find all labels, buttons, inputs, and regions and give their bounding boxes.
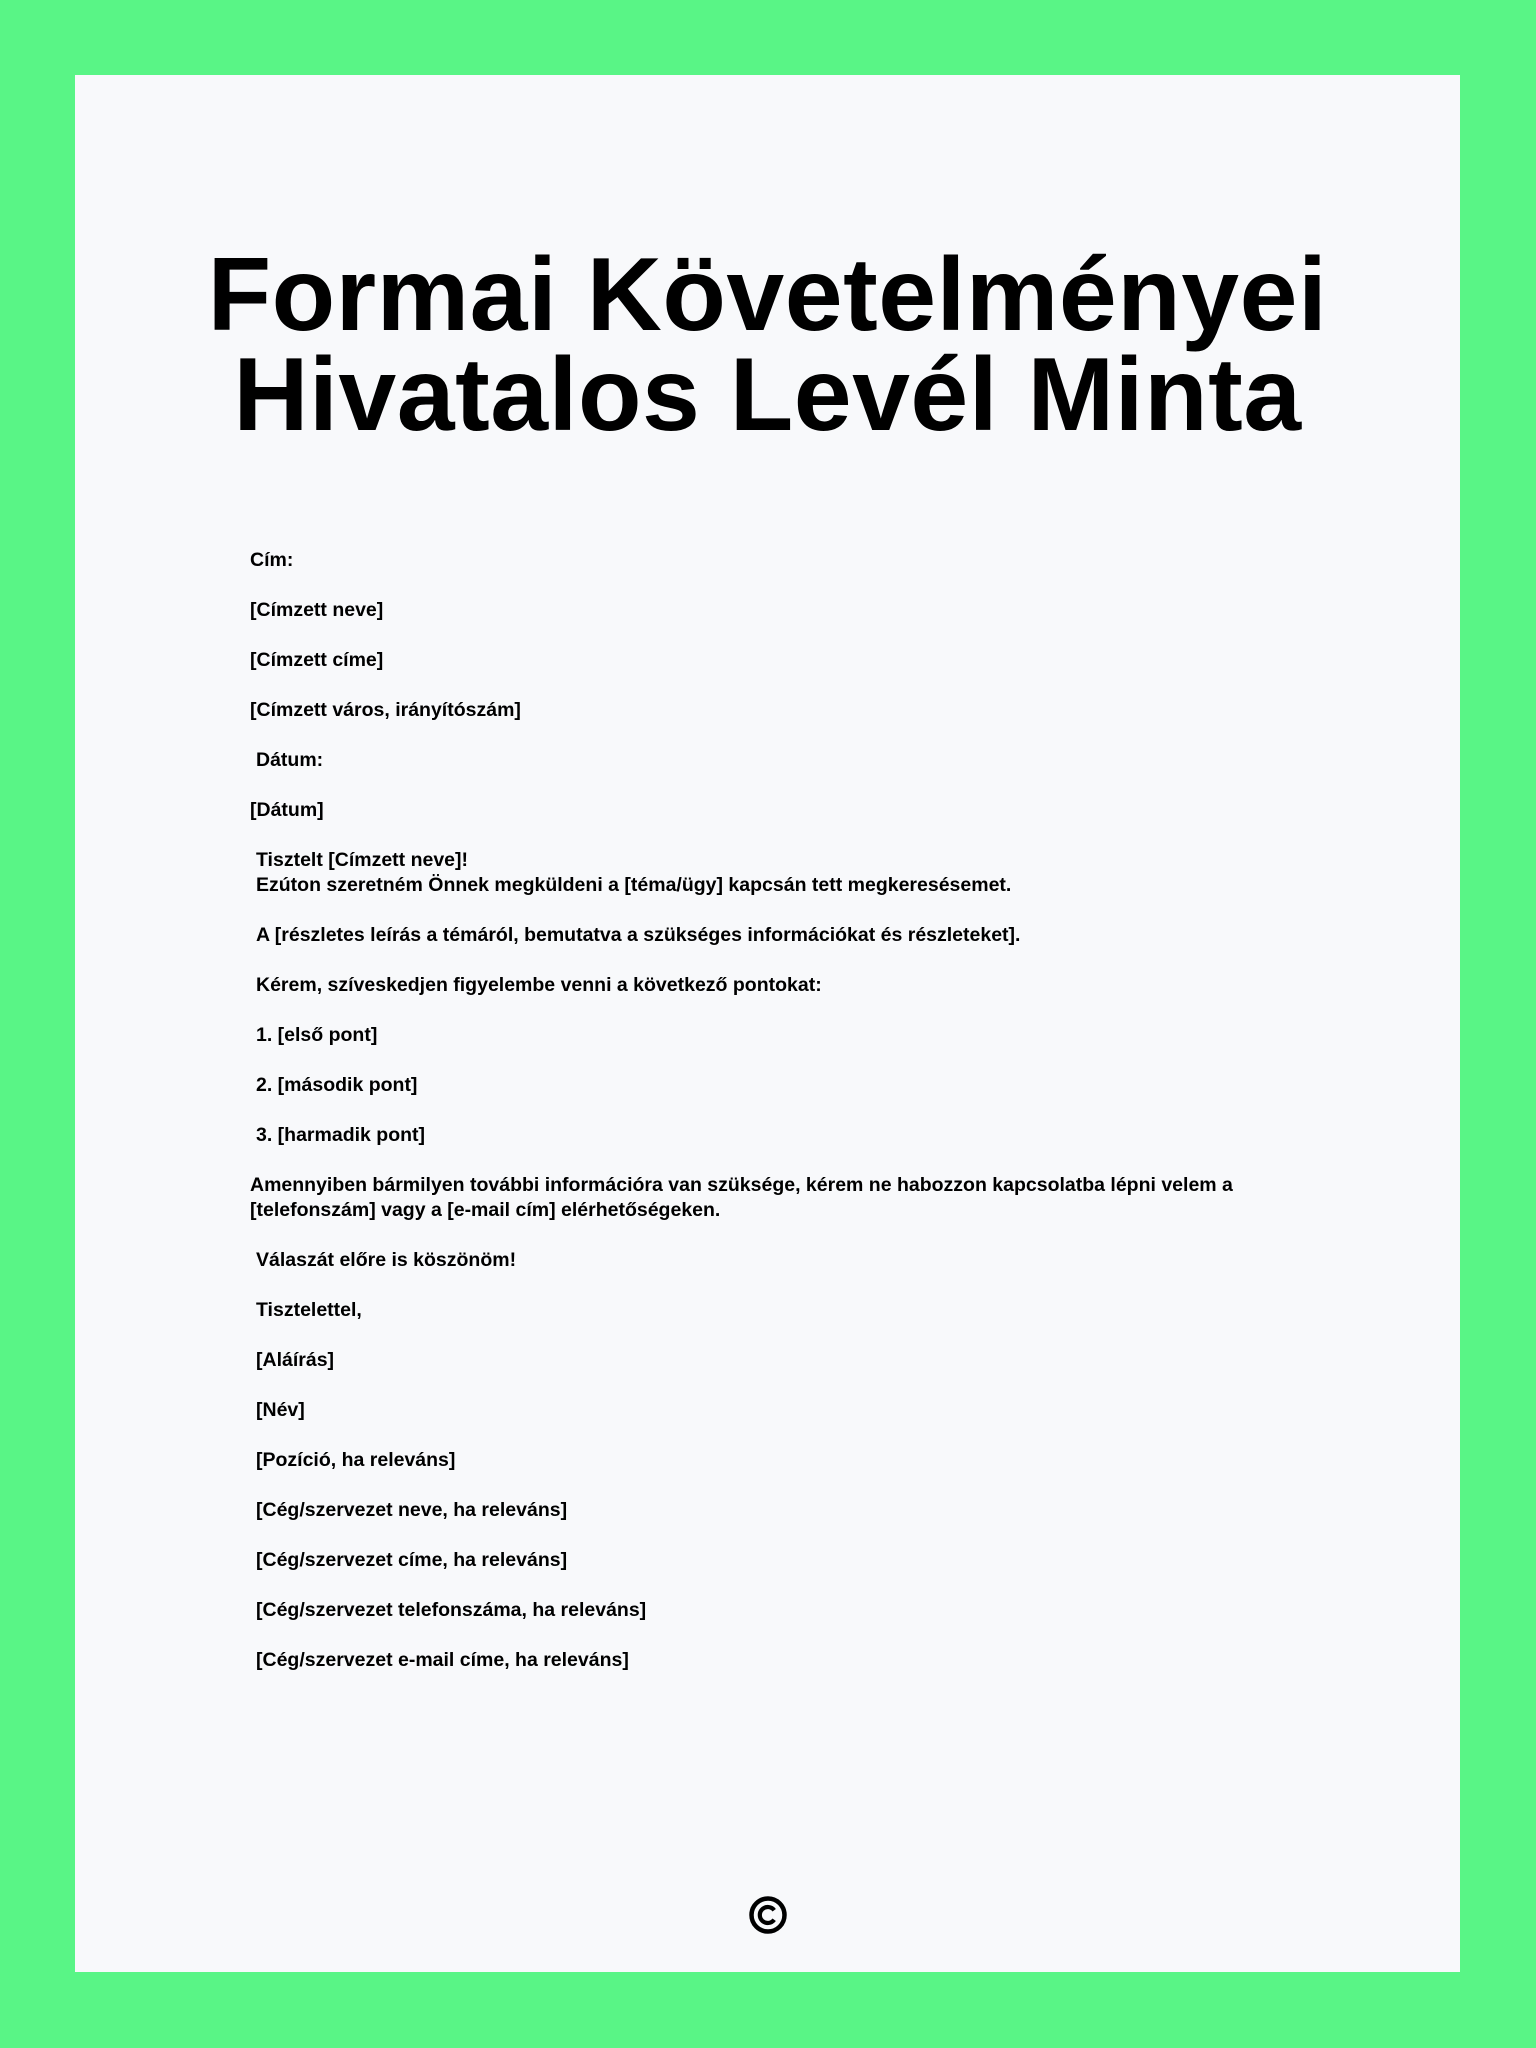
recipient-city: [Címzett város, irányítószám] [250,699,521,721]
title-line-2: Hivatalos Levél Minta [233,337,1302,453]
signature-placeholder: [Aláírás] [256,1349,335,1371]
copyright-icon [748,1895,788,1935]
details-paragraph: A [részletes leírás a témáról, bemutatva a szükséges információkat és részleteket]. [256,924,1021,946]
recipient-address: [Címzett címe] [250,649,384,671]
company-email-placeholder: [Cég/szervezet e-mail címe, ha releváns] [256,1649,629,1671]
company-name-placeholder: [Cég/szervezet neve, ha releváns] [256,1499,568,1521]
position-placeholder: [Pozíció, ha releváns] [256,1449,456,1471]
company-address-placeholder: [Cég/szervezet címe, ha releváns] [256,1549,568,1571]
contact-paragraph-line-1: Amennyiben bármilyen további információra van szüksége, kérem ne habozzon kapcsolatba lépni velem a [250,1174,1233,1196]
thanks-line: Válaszát előre is köszönöm! [256,1249,517,1271]
list-item: 1. [első pont] [256,1024,378,1046]
date-label: Dátum: [256,749,324,771]
document-title [75,237,1460,453]
contact-paragraph-line-2: [telefonszám] vagy a [e-mail cím] elérhetőségeken. [250,1199,721,1221]
document-page [75,75,1460,1972]
request-paragraph: Kérem, szíveskedjen figyelembe venni a következő pontokat: [256,974,822,996]
closing-line: Tisztelettel, [256,1299,362,1321]
title-line-1: Formai Követelményei [207,237,1328,353]
intro-paragraph: Ezúton szeretném Önnek megküldeni a [téma/ügy] kapcsán tett megkeresésemet. [256,874,1012,896]
list-item: 3. [harmadik pont] [256,1124,426,1146]
recipient-name: [Címzett neve] [250,599,384,621]
date-value: [Dátum] [250,799,324,821]
company-phone-placeholder: [Cég/szervezet telefonszáma, ha releváns] [256,1599,647,1621]
list-item: 2. [második pont] [256,1074,418,1096]
address-label: Cím: [250,549,294,571]
salutation: Tisztelt [Címzett neve]! [256,849,469,871]
name-placeholder: [Név] [256,1399,305,1421]
